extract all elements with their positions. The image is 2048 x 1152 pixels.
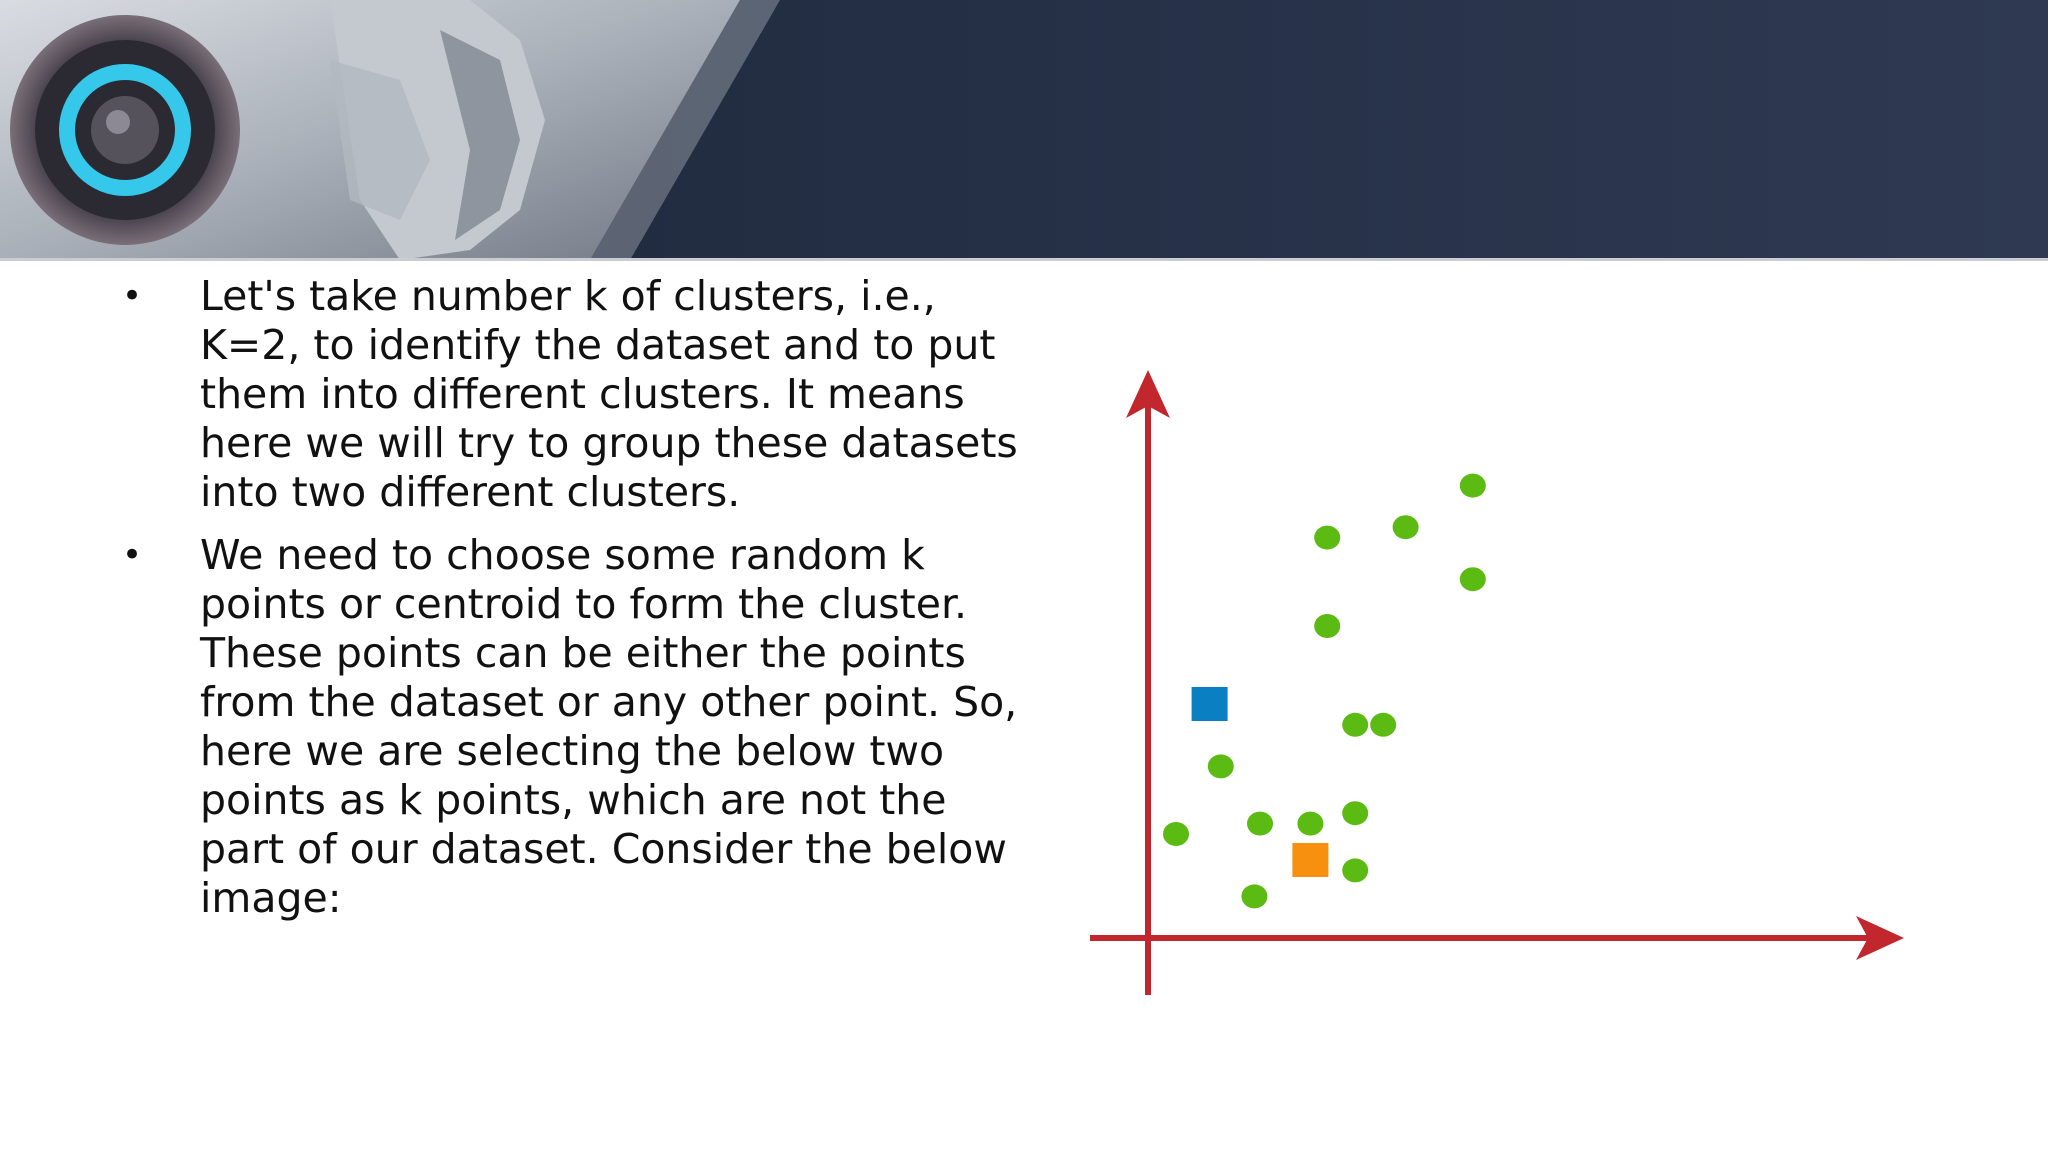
data-point <box>1342 858 1368 882</box>
scatter-chart <box>1070 350 1910 1010</box>
banner-divider <box>0 258 2048 261</box>
data-point <box>1241 884 1267 908</box>
centroid-marker <box>1292 843 1328 877</box>
data-point <box>1208 754 1234 778</box>
data-point <box>1342 801 1368 825</box>
data-point <box>1460 567 1486 591</box>
data-point <box>1342 713 1368 737</box>
data-point <box>1460 474 1486 498</box>
data-point <box>1163 822 1189 846</box>
bullet-item <box>118 272 1018 517</box>
header-banner <box>0 0 2048 260</box>
centroid-marker <box>1192 687 1228 721</box>
bullet-text: We need to choose some random k points or centroid to form the cluster. These points can be either the points from the dataset or any other point. So, here we are selecting the below two points as k points, which are not the part of our dataset. Consider the below image: <box>200 531 1018 922</box>
bullet-item <box>118 531 1018 923</box>
bullet-text: Let's take number k of clusters, i.e., K=2, to identify the dataset and to put them into different clusters. It means here we will try to group these datasets into two different clusters. <box>200 272 1018 516</box>
bullet-glyph: • <box>122 276 143 316</box>
data-point <box>1370 713 1396 737</box>
data-point <box>1314 614 1340 638</box>
bullet-glyph: • <box>122 535 143 575</box>
data-point <box>1247 812 1273 836</box>
data-point <box>1393 515 1419 539</box>
data-point <box>1314 526 1340 550</box>
data-point <box>1297 812 1323 836</box>
robot-head-illustration <box>0 0 2048 260</box>
bullet-list <box>118 272 1018 937</box>
